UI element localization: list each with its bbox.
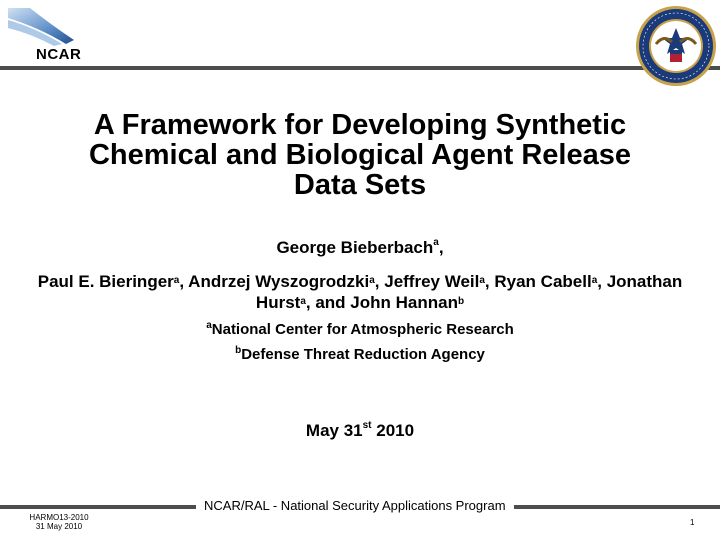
author-sup: a [369,275,375,286]
lead-author-name: George Bieberbach [276,238,434,257]
author-name: Jonathan Hurst [255,272,683,312]
author-sup: a [479,275,485,286]
author-sep: , [179,272,189,291]
author-list [30,271,690,313]
footer-meta-conference: HARMO13-2010 [29,513,89,522]
affiliation-text: Defense Threat Reduction Agency [241,346,485,363]
date-suffix: 2010 [371,421,415,440]
ncar-swoosh-icon [6,4,82,48]
author-name: Jeffrey Weil [384,272,480,291]
slide-title [40,110,680,200]
title-line-2: Chemical and Biological Agent Release [88,139,632,171]
title-line-1: A Framework for Developing Synthetic [93,109,627,141]
title-line-3: Data Sets [293,169,427,201]
lead-author-trail: , [438,238,444,257]
author-sup: a [300,296,306,307]
dtra-seal-icon [634,4,718,88]
ncar-logo-text: NCAR [36,46,82,63]
affiliation-a [40,321,680,338]
author-sup: a [173,275,180,286]
date-prefix: May 31 [305,421,363,440]
affiliation-text: National Center for Atmospheric Research [211,321,514,338]
footer-meta-date: 31 May 2010 [35,522,83,531]
author-name: Paul E. Bieringer [37,272,174,291]
presentation-date [40,421,680,441]
author-name: Ryan Cabell [494,272,592,291]
author-sep: , [597,272,607,291]
affiliation-sup: b [235,345,242,356]
dtra-seal [634,4,718,88]
affiliation-sup: a [206,320,212,331]
author-sup: a [591,275,598,286]
author-name: John Hannan [350,293,458,312]
author-sep: , [484,272,495,291]
lead-author-sup: a [433,237,439,248]
header-rule [0,66,720,70]
date-sup: st [362,420,372,431]
page-number: 1 [690,518,695,527]
lead-author [40,238,680,258]
footer-meta [14,513,104,531]
ncar-logo [6,4,82,66]
author-sep: , [374,272,385,291]
author-sup: b [457,296,465,307]
affiliation-b [40,346,680,363]
footer-program: NCAR/RAL - National Security Applications Program [196,497,514,515]
author-name: Andrzej Wyszogrodzki [188,272,370,291]
author-sep: , and [305,293,351,312]
